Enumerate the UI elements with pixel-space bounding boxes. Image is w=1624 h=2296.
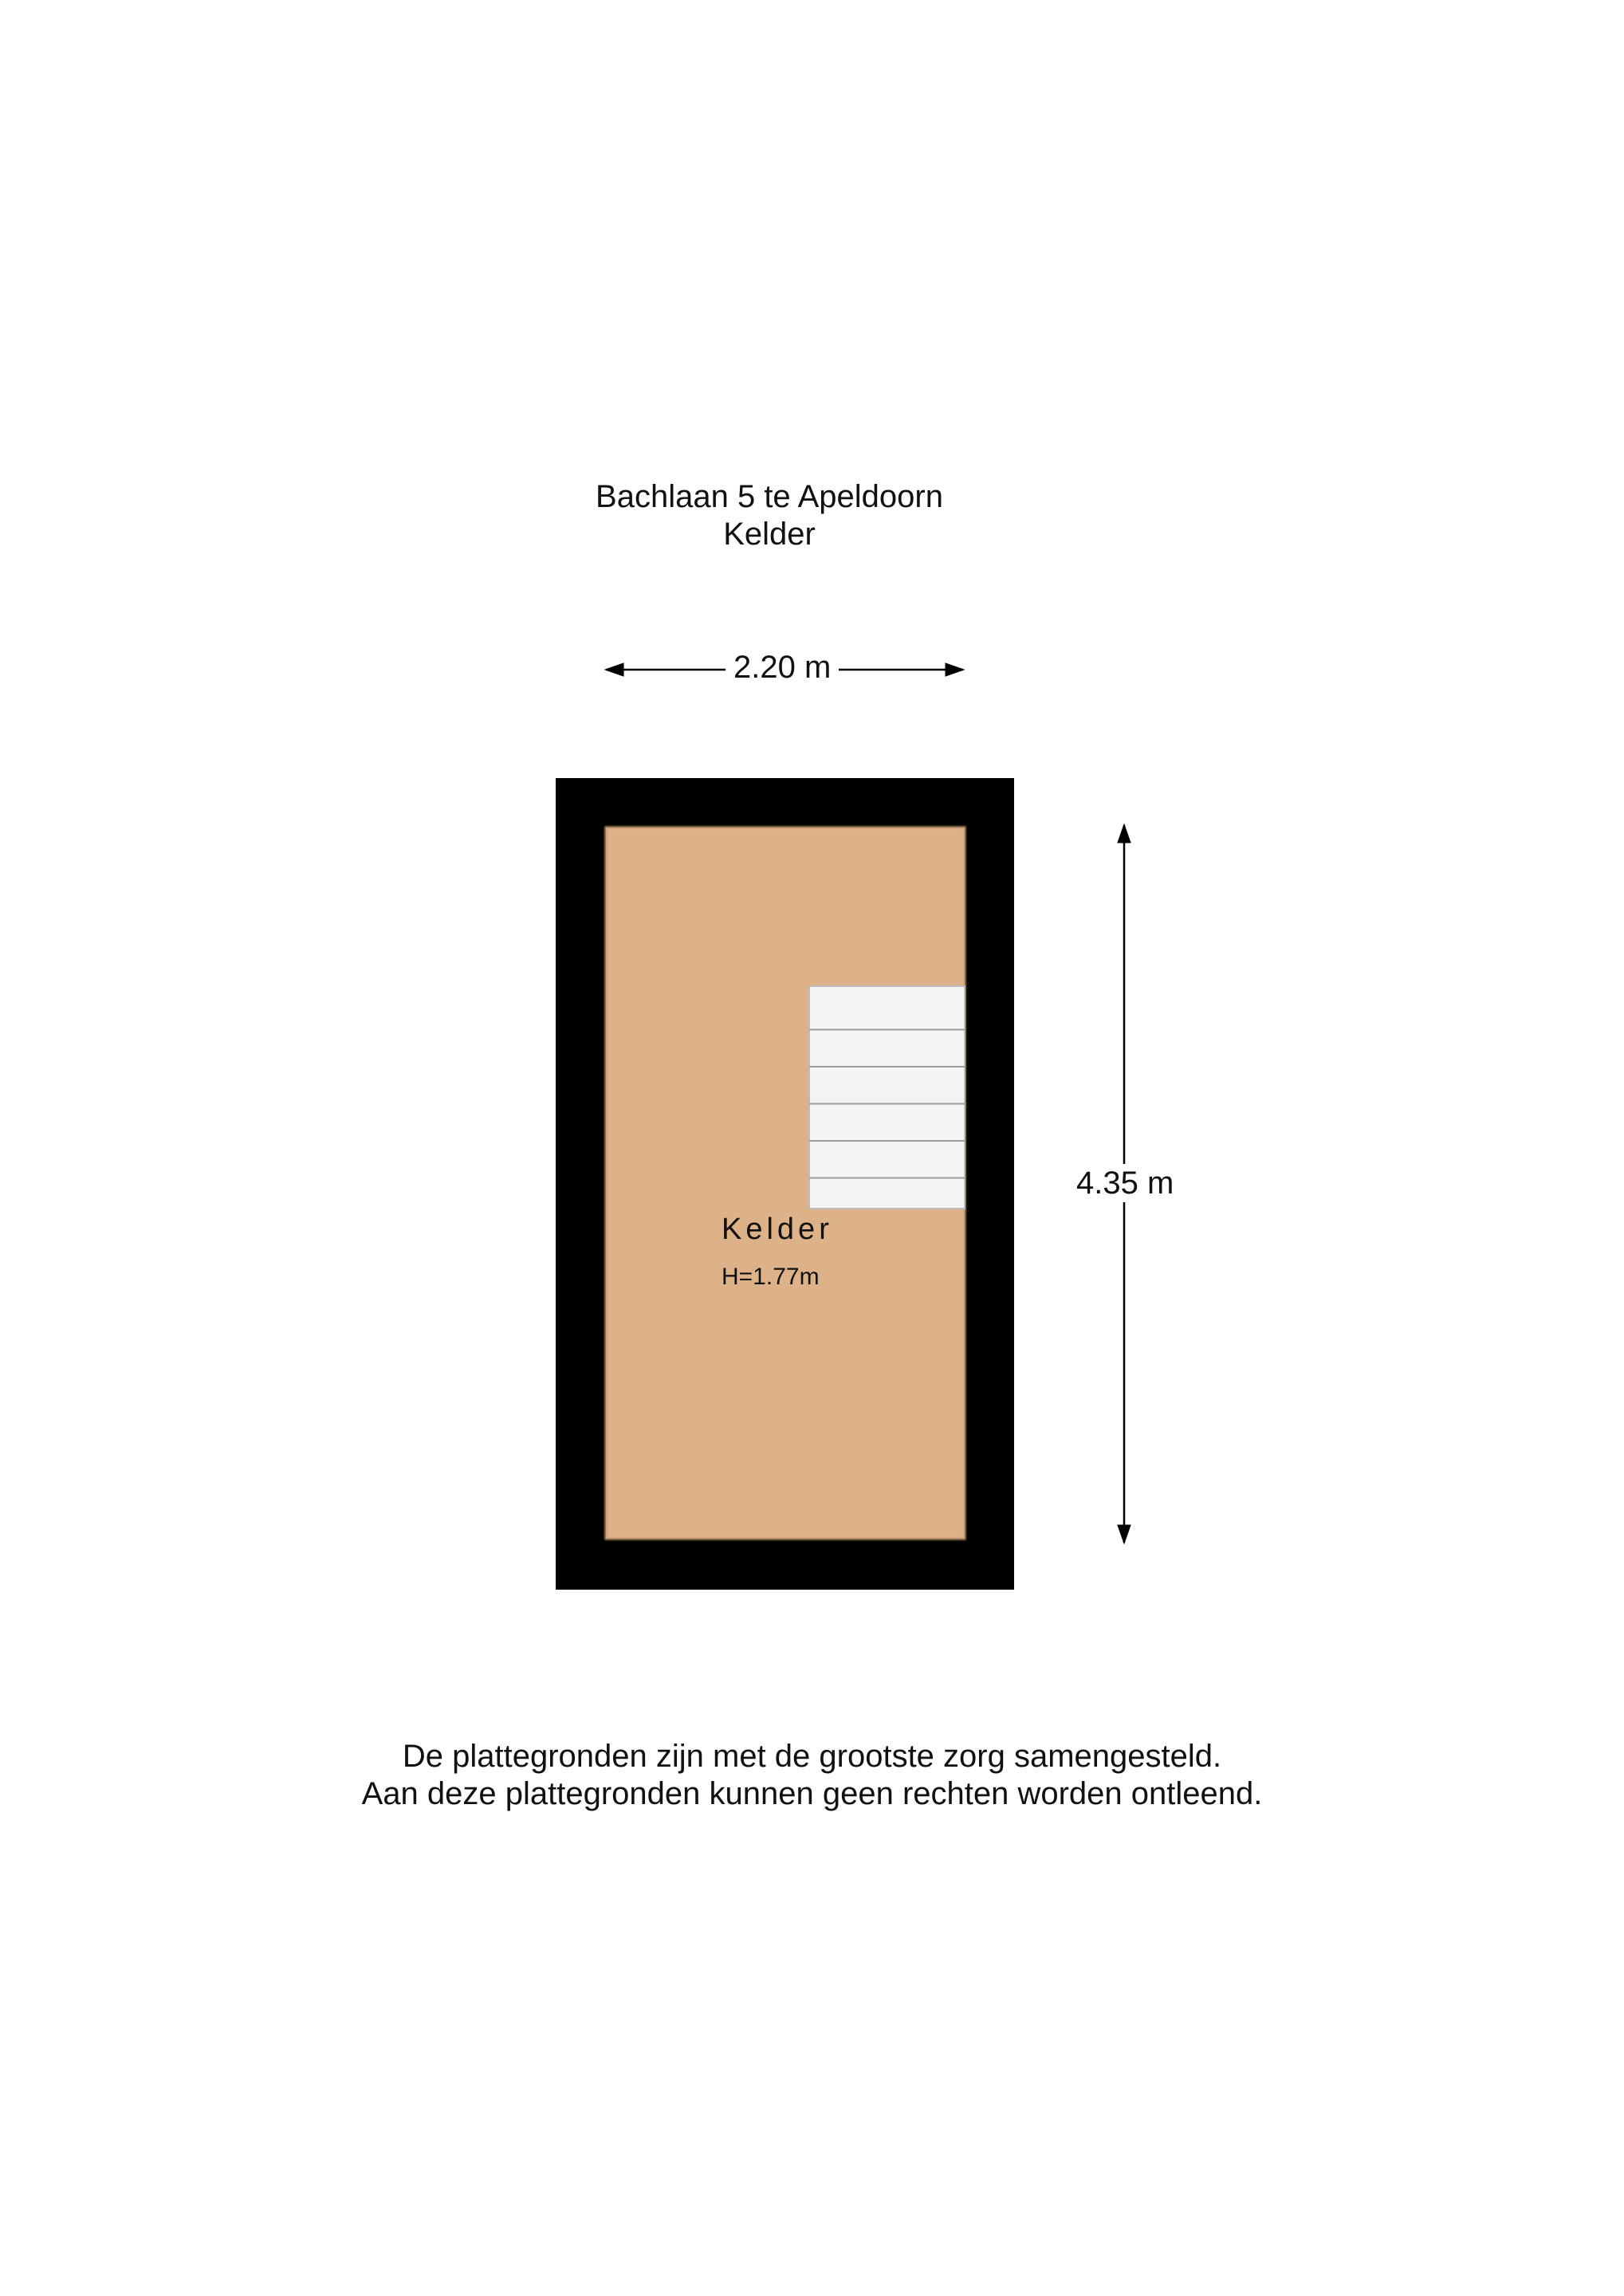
stair-block (809, 986, 965, 1209)
address-title: Bachlaan 5 te Apeldoorn (596, 479, 943, 514)
staircase (809, 986, 965, 1209)
disclaimer-block (0, 1738, 1624, 1813)
room-height-label: H=1.77m (722, 1264, 820, 1290)
height-dimension-label: 4.35 m (1068, 1164, 1182, 1202)
disclaimer-line-2: Aan deze plattegronden kunnen geen rechten worden ontleend. (361, 1776, 1263, 1811)
disclaimer-line-1: De plattegronden zijn met de grootste zorg samengesteld. (402, 1739, 1222, 1774)
room-name-label: Kelder (722, 1213, 833, 1246)
floor-title: Kelder (723, 517, 816, 552)
width-dimension-label: 2.20 m (725, 648, 839, 686)
